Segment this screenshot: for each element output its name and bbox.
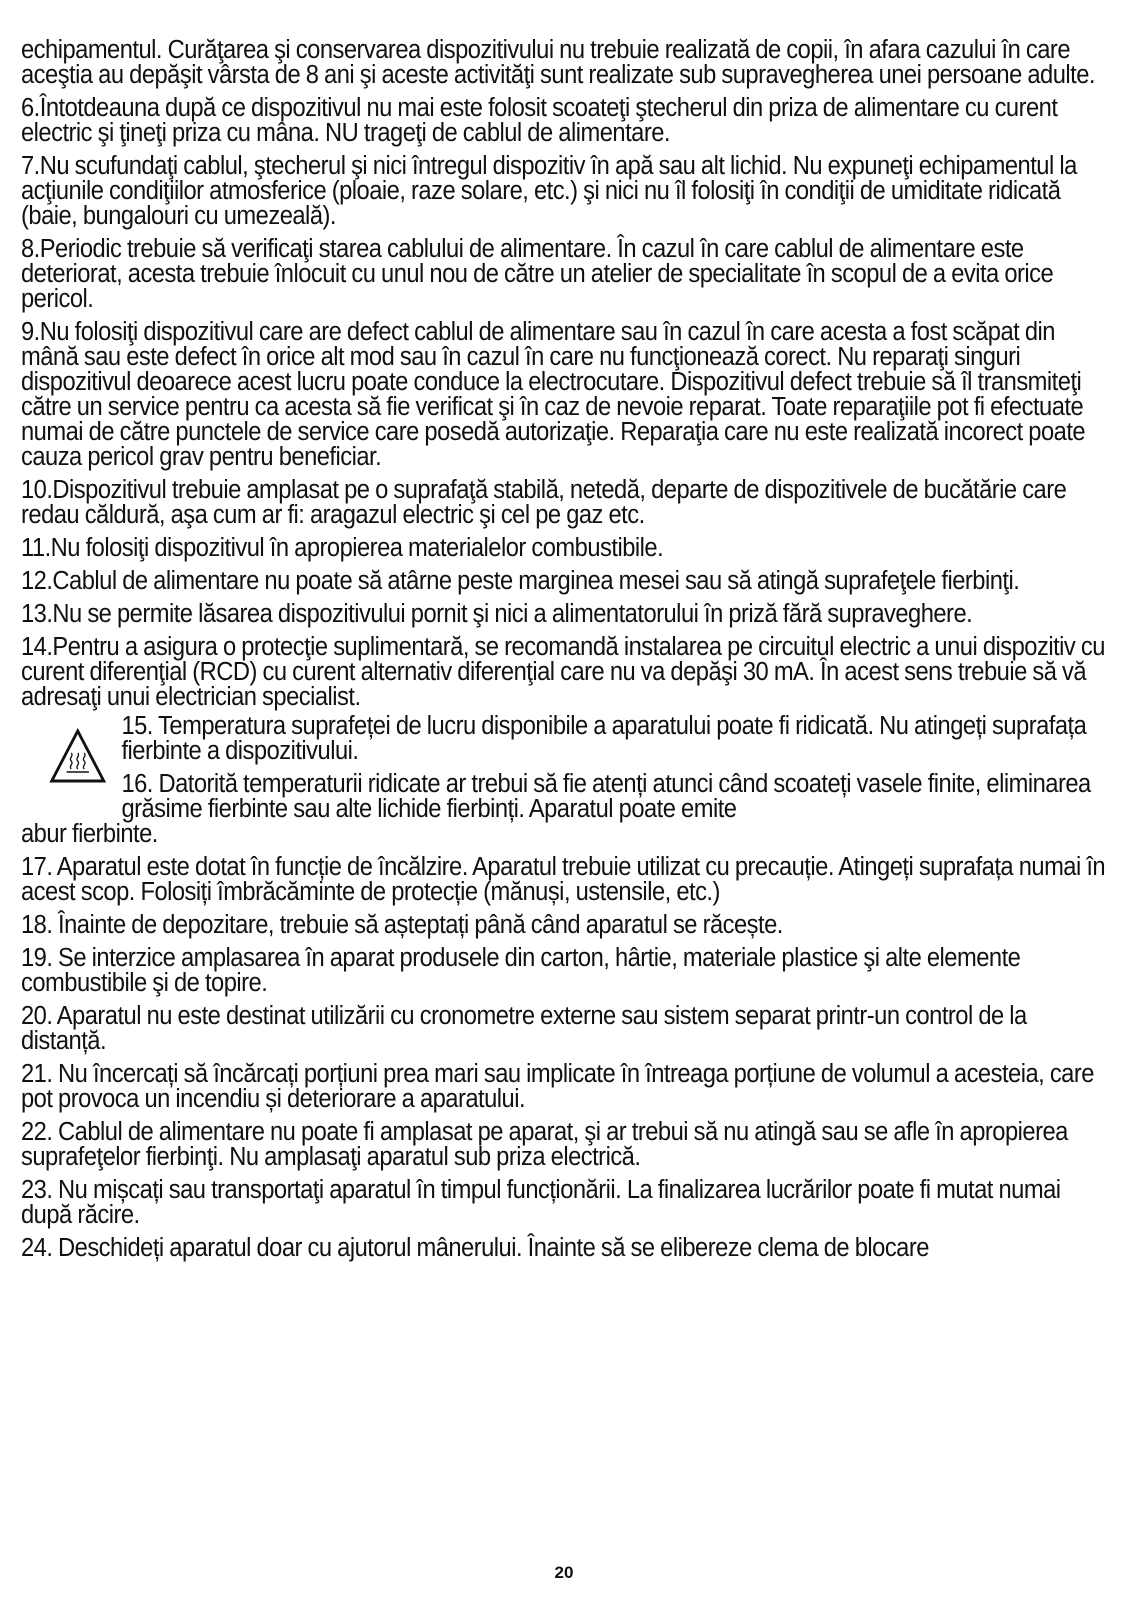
paragraph-10: 10.Dispozitivul trebuie amplasat pe o suprafaţă stabilă, netedă, departe de dispozitivele de bucătărie care redau căldură, aşa cum ar fi: aragazul electric şi cel pe gaz etc. [21,476,1067,529]
paragraph-8: 8.Periodic trebuie să verificaţi starea cablului de alimentare. În cazul în care cablul de alimentare este deteriorat, acesta trebuie înlocuit cu unul nou de către un atelier de specialitate în scopul de a evita orice pericol. [21,235,1054,313]
paragraph-21: 21. Nu încercați să încărcați porțiuni prea mari sau implicate în întreaga porțiune de volumul a acesteia, care pot provoca un incendiu și deteriorare a aparatului. [21,1060,1094,1113]
paragraph-14: 14.Pentru a asigura o protecţie suplimentară, se recomandă instalarea pe circuitul electric a unui dispozitiv cu curent diferenţial (RCD) cu curent alternativ diferenţial care nu va depăşi 30 mA. În acest sens trebuie să vă adresaţi unui electrician specialist. [21,633,1105,711]
paragraph-9: 9.Nu folosiţi dispozitivul care are defect cablul de alimentare sau în cazul în care acesta a fost scăpat din mână sau este defect în orice alt mod sau în cazul în care nu funcţionează corect. Nu reparaţi singuri dispozitivul deoarece acest lucru poate conduce la electrocutare. Dispozitivul defect trebuie să îl transmiteţi către un service pentru ca acesta să fie verificat şi în caz de nevoie reparat. Toate reparaţiile pot fi efectuate numai de către punctele de service care posedă autorizaţie. Reparaţia care nu este realizată incorect poate cauza pericol grav pentru beneficiar. [21,318,1086,471]
page-number: 20 [554,1563,574,1582]
paragraph-13: 13.Nu se permite lăsarea dispozitivului pornit şi nici a alimentatorului în priză fără supraveghere. [21,600,973,628]
paragraph-19: 19. Se interzice amplasarea în aparat produsele din carton, hârtie, materiale plastice şi alte elemente combustibile şi de topire. [21,944,1021,997]
manual-page [21,38,1109,1269]
paragraph-17: 17. Aparatul este dotat în funcție de încălzire. Aparatul trebuie utilizat cu precauție. Atingeți suprafața numai în acest scop. Folosiți îmbrăcăminte de protecție (mănuși, ustensile, etc.) [21,853,1106,906]
paragraph-16: 16. Datorită temperaturii ridicate ar trebui să fie atenți atunci când scoateți vasele finite, eliminarea grăsime fierbinte sau alte lichide fierbinți. Aparatul poate emite [121,770,1091,823]
paragraph-7: 7.Nu scufundaţi cablul, ştecherul şi nici întregul dispozitiv în apă sau alt lichid. Nu expuneţi echipamentul la acţiunile condiţiilor atmosferice (ploaie, raze solare, etc.) şi nici nu îl folosiţi în condiţii de umiditate ridicată (baie, bungalouri cu umezeală). [21,152,1077,230]
paragraph-23: 23. Nu mișcați sau transportaţi aparatul în timpul funcționării. La finalizarea lucrărilor poate fi mutat numai după răcire. [21,1176,1061,1229]
paragraph-11: 11.Nu folosiţi dispozitivul în apropierea materialelor combustibile. [21,534,664,562]
hot-surface-warning-icon [49,728,107,784]
paragraph-20: 20. Aparatul nu este destinat utilizării cu cronometre externe sau sistem separat printr-un control de la distanță. [21,1002,1027,1055]
paragraph-15: 15. Temperatura suprafeței de lucru disponibile a aparatului poate fi ridicată. Nu atingeți suprafața fierbinte a dispozitivului. [121,712,1087,765]
hot-surface-warning [21,714,1109,822]
paragraph-16-continued: abur fierbinte. [21,820,158,848]
paragraph-18: 18. Înainte de depozitare, trebuie să așteptați până când aparatul se răcește. [21,911,783,939]
paragraph-24: 24. Deschideți aparatul doar cu ajutorul mânerului. Înainte să se elibereze clema de blocare [21,1234,929,1262]
paragraph-6: 6.Întotdeauna după ce dispozitivul nu mai este folosit scoateţi ştecherul din priza de alimentare cu curent electric şi ţineţi priza cu mâna. NU trageţi de cablul de alimentare. [21,94,1058,147]
paragraph-12: 12.Cablul de alimentare nu poate să atârne peste marginea mesei sau să atingă suprafeţele fierbinţi. [21,567,1020,595]
paragraph-22: 22. Cablul de alimentare nu poate fi amplasat pe aparat, şi ar trebui să nu atingă sau se afle în apropierea suprafeţelor fierbinţi. Nu amplasaţi aparatul sub priza electrică. [21,1118,1068,1171]
paragraph-continued: echipamentul. Curăţarea şi conservarea dispozitivului nu trebuie realizată de copii, în afara cazului în care aceştia au depăşit vârsta de 8 ani şi aceste activităţi sunt realizate sub supravegherea unei persoane adulte. [21,36,1096,89]
